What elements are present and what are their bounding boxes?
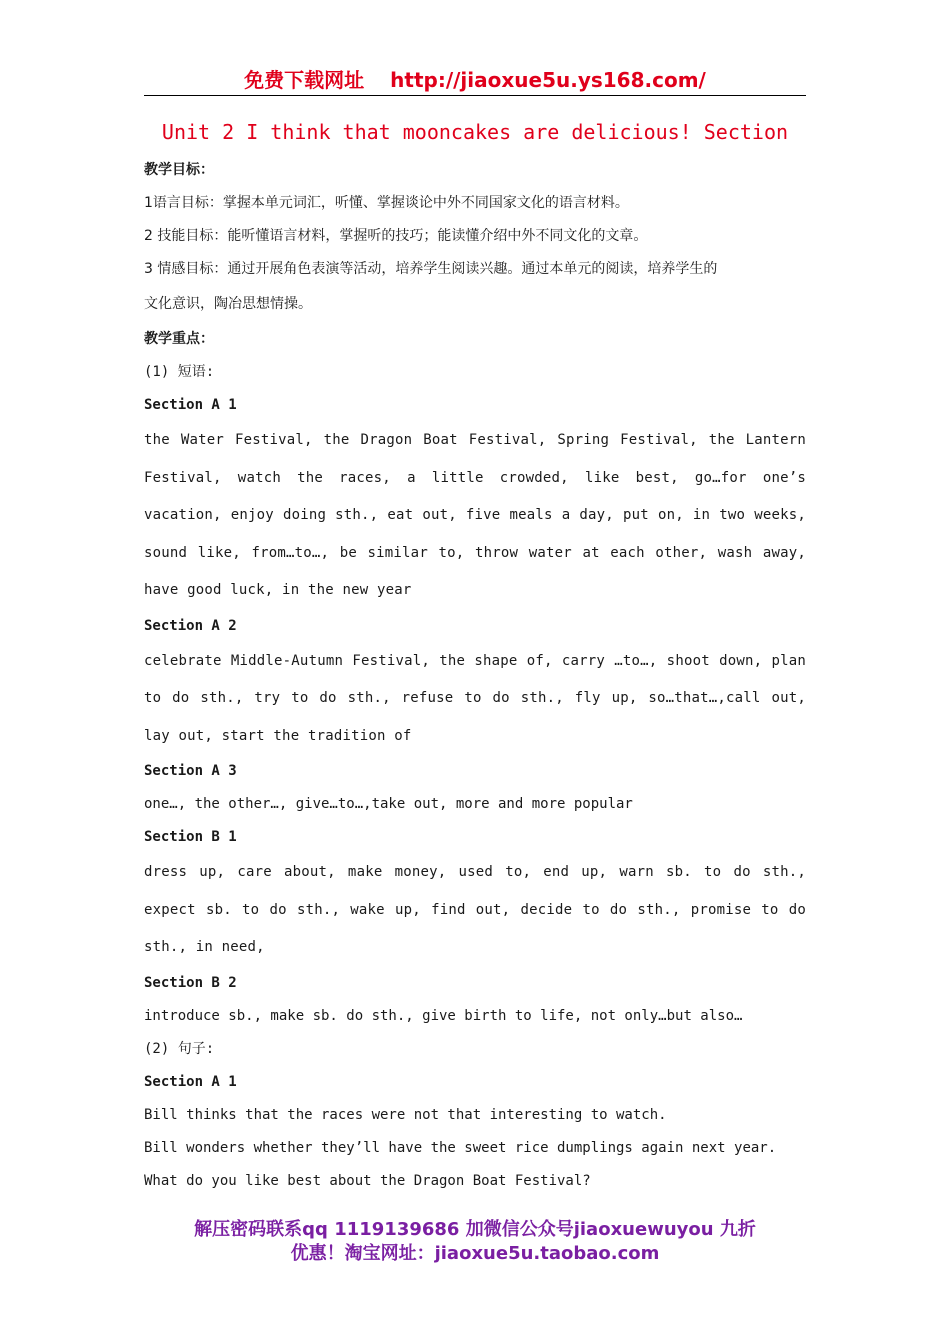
phrase-list: celebrate Middle-Autumn Festival, the shape of, carry …to…, shoot down, plan to do sth., try to do sth., refuse to do sth., fly up, so…that…,call out, lay out, start the tradition of — [144, 652, 806, 744]
header-url-link[interactable]: http://jiaoxue5u.ys168.com/ — [390, 68, 706, 92]
phrase-list: one…, the other…, give…to…,take out, more and more popular — [144, 796, 633, 812]
section-title: Section A 3 — [144, 763, 237, 779]
sentence-line: Bill thinks that the races were not that interesting to watch. — [144, 1106, 667, 1123]
sentences-label: (2) 句子: — [144, 1040, 215, 1057]
section-title: Section A 2 — [144, 617, 237, 634]
section-title: Section A 1 — [144, 397, 237, 413]
section-title: Section B 1 — [144, 829, 237, 845]
phrase-list: introduce sb., make sb. do sth., give birth to life, not only…but also… — [144, 1007, 743, 1024]
objective-item: 2 技能目标：能听懂语言材料，掌握听的技巧；能读懂介绍中外不同文化的文章。 — [144, 228, 648, 244]
phrases-label: (1) 短语: — [144, 364, 215, 380]
header-label: 免费下载网址 — [244, 68, 365, 92]
page-footer — [144, 1218, 806, 1266]
objective-item: 1语言目标：掌握本单元词汇，听懂、掌握谈论中外不同国家文化的语言材料。 — [144, 195, 629, 211]
phrase-list: the Water Festival, the Dragon Boat Festival, Spring Festival, the Lantern Festival, watch the races, a little crowded, like best, go…for one’s vacation, enjoy doing sth., eat out, five meals a day, put on, in two weeks, sound like, from…to…, be similar to, throw water at each other, wash away, have good luck, in the new year — [144, 432, 806, 598]
sentence-line: Bill wonders whether they’ll have the sweet rice dumplings again next year. — [144, 1139, 777, 1156]
footer-line-2: 优惠！淘宝网址：jiaoxue5u.taobao.com — [290, 1243, 660, 1264]
document-title: Unit 2 I think that mooncakes are delicious! Section — [161, 120, 789, 144]
keypoints-heading: 教学重点： — [144, 331, 214, 347]
header-divider — [144, 95, 806, 96]
objectives-heading: 教学目标： — [144, 162, 214, 178]
section-title: Section B 2 — [144, 974, 237, 991]
sentence-line: What do you like best about the Dragon Boat Festival? — [144, 1172, 591, 1189]
objective-item: 3 情感目标：通过开展角色表演等活动，培养学生阅读兴趣。通过本单元的阅读，培养学生的 — [144, 261, 718, 277]
footer-line-1: 解压密码联系qq 1119139686 加微信公众号jiaoxuewuyou 九折 — [194, 1219, 756, 1240]
objective-item: 文化意识，陶冶思想情操。 — [144, 296, 312, 312]
section-title: Section A 1 — [144, 1073, 237, 1090]
page-header — [144, 66, 806, 94]
phrase-list: dress up, care about, make money, used to, end up, warn sb. to do sth., expect sb. to do sth., wake up, find out, decide to do sth., promise to do sth., in need, — [144, 864, 806, 955]
document-body — [144, 154, 806, 1198]
